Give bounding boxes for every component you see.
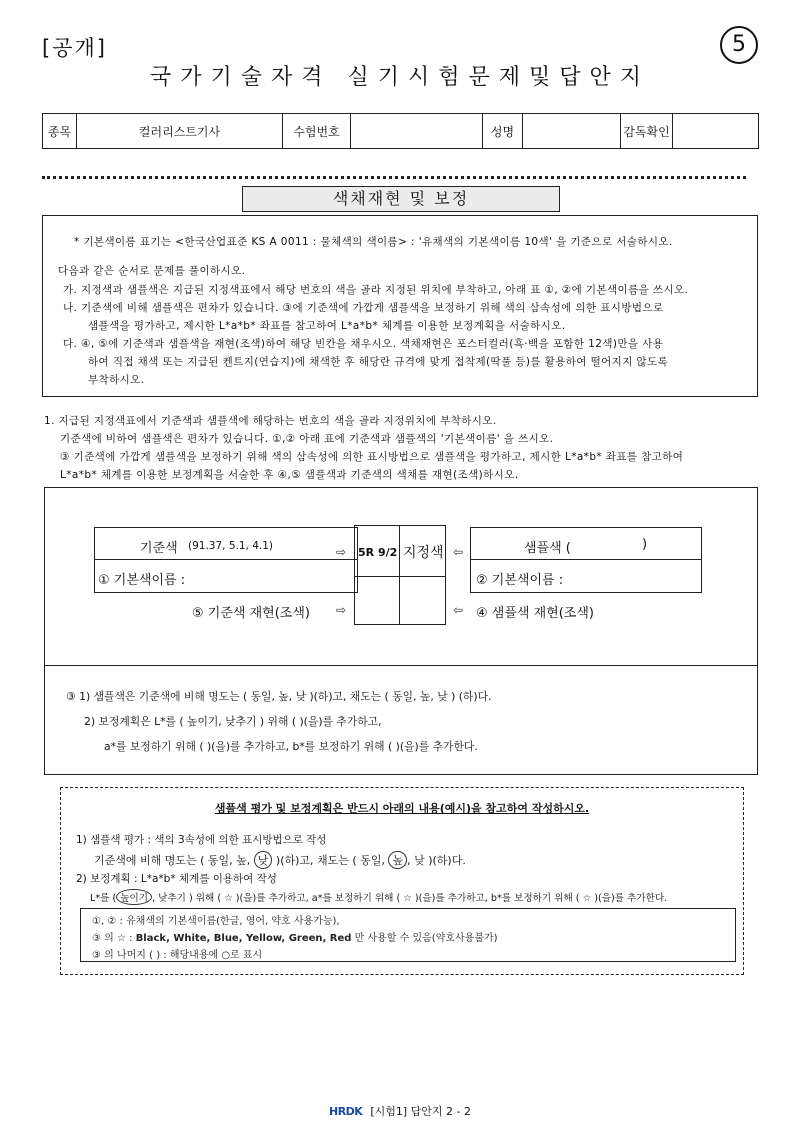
grid-horizontal-line	[354, 576, 446, 577]
exam-number-label: 수험번호	[283, 114, 351, 149]
arrow-left-icon: ⇦	[453, 603, 464, 617]
sample-box-divider	[470, 559, 702, 560]
instruction-item-b: 나. 기준색에 비해 샘플색은 편차가 있습니다. ③에 기준색에 가깝게 샘플색을 보정하기 위해 색의 삼속성에 의한 표시방법으로	[63, 302, 664, 314]
exam-info-table	[42, 113, 759, 149]
footer-text: [시험1] 답안지 2 - 2	[370, 1105, 471, 1118]
example-eval-heading: 1) 샘플색 평가 : 색의 3속성에 의한 표시방법으로 작성	[76, 834, 327, 846]
example-eval-post: , 낮 )(하)다.	[407, 854, 466, 867]
question-line-1: 1. 지급된 지정색표에서 기준색과 샘플색에 해당하는 번호의 색을 골라 지정위치에 부착하시오.	[44, 415, 497, 427]
basic-color-name-1: ① 기본색이름 :	[98, 573, 186, 588]
circled-high: 높	[388, 851, 407, 869]
circled-raise: 높이기	[116, 889, 152, 905]
arrow-right-icon: ⇨	[336, 603, 347, 617]
instruction-intro: 다음과 같은 순서로 문제를 풀이하시오.	[58, 265, 246, 277]
example-plan-pre: L*를 (	[90, 893, 117, 904]
exam-number-field[interactable]	[351, 114, 483, 149]
note-2	[92, 929, 498, 944]
example-plan-post: , 낮추기 ) 위해 ( ☆ )(을)를 추가하고, a*를 보정하기 위해 ( ☆ )(을)를 추가하고, b*를 보정하기 위해 ( ☆ )(을)를 추가한다.	[152, 893, 668, 904]
example-eval-mid: )(하)고, 채도는 ( 동일,	[272, 854, 389, 867]
question-line-3: ③ 기준색에 가깝게 샘플색을 보정하기 위해 색의 삼속성에 의한 표시방법으로 샘플색을 평가하고, 제시한 L*a*b* 좌표를 참고하여	[60, 451, 684, 463]
designated-color-grid[interactable]	[354, 525, 446, 625]
designated-color-code: 5R 9/2	[358, 546, 398, 559]
example-title: 샘플색 평가 및 보정계획은 반드시 아래의 내용(예시)을 참고하여 작성하시오.	[214, 802, 590, 815]
subject-value: 컬러리스트기사	[77, 114, 283, 149]
supervisor-label: 감독확인	[621, 114, 673, 149]
correction-plan-line-2: a*를 보정하기 위해 ( )(을)를 추가하고, b*를 보정하기 위해 ( )(을)를 추가한다.	[104, 740, 478, 753]
instruction-item-c-cont: 하여 직접 채색 또는 지급된 켄트지(연습지)에 채색한 후 해당란 규격에 맞게 접착제(딱풀 등)를 활용하여 떨어지지 않도록	[88, 356, 669, 368]
note-2-post: 만 사용할 수 있음(약호사용불가)	[351, 933, 498, 944]
sample-color-close: )	[642, 537, 648, 552]
example-plan-line	[90, 889, 667, 905]
dotted-separator	[42, 176, 746, 179]
standard-box-divider	[94, 559, 358, 560]
hrdk-logo: HRDK	[328, 1105, 363, 1118]
name-field[interactable]	[523, 114, 621, 149]
supervisor-field[interactable]	[673, 114, 759, 149]
standard-color-coords: (91.37, 5.1, 4.1)	[188, 540, 273, 552]
example-eval-pre: 기준색에 비해 명도는 ( 동일, 높,	[94, 854, 254, 867]
circled-low: 낮	[254, 851, 273, 869]
note-3: ③ 의 나머지 ( ) : 해당내용에 ○로 표시	[92, 950, 263, 961]
grid-vertical-line	[399, 525, 400, 625]
section-title: 색채재현 및 보정	[242, 186, 560, 212]
public-tag: [공개]	[42, 36, 107, 60]
document-title: 국가기술자격 실기시험문제및답안지	[149, 65, 651, 90]
standard-color-label: 기준색	[140, 541, 178, 556]
footer	[0, 1103, 800, 1119]
arrow-right-icon: ⇨	[336, 545, 347, 559]
instruction-item-b-cont: 샘플색을 평가하고, 제시한 L*a*b* 좌표를 참고하여 L*a*b* 체계를 이용한 보정계획을 서술하시오.	[88, 320, 566, 332]
basic-color-name-2: ② 기본색이름 :	[476, 573, 564, 588]
correction-plan-line-1: 2) 보정계획은 L*를 ( 높이기, 낮추기 ) 위해 ( )(을)를 추가하고,	[84, 715, 382, 728]
example-plan-heading: 2) 보정계획 : L*a*b* 체계를 이용하여 작성	[76, 873, 277, 885]
designated-color-label: 지정색	[403, 545, 444, 561]
instruction-item-c-cont2: 부착하시오.	[88, 374, 145, 386]
sample-color-label: 샘플색 (	[524, 541, 571, 556]
note-2-colors: Black, White, Blue, Yellow, Green, Red	[135, 933, 352, 944]
form-number-badge: 5	[720, 26, 758, 64]
answer-divider	[44, 665, 758, 666]
standard-reproduction-label: ⑤ 기준색 재현(조색)	[192, 606, 310, 621]
arrow-left-icon: ⇦	[453, 545, 464, 559]
note-1: ①, ② : 유채색의 기본색이름(한글, 영어, 약호 사용가능),	[92, 916, 340, 927]
question-line-4: L*a*b* 체계를 이용한 보정계획을 서술한 후 ④,⑤ 샘플색과 기준색의 색채를 재현(조색)하시오.	[60, 469, 519, 481]
instruction-note: * 기본색이름 표기는 <한국산업표준 KS A 0011 : 물체색의 색이름> : '유채색의 기본색이름 10색' 을 기준으로 서술하시오.	[74, 236, 673, 248]
subject-label: 종목	[43, 114, 77, 149]
note-2-pre: ③ 의 ☆ :	[92, 933, 136, 944]
name-label: 성명	[483, 114, 523, 149]
sample-reproduction-label: ④ 샘플색 재현(조색)	[476, 606, 594, 621]
evaluation-line: ③ 1) 샘플색은 기준색에 비해 명도는 ( 동일, 높, 낮 )(하)고, 채도는 ( 동일, 높, 낮 ) (하)다.	[66, 690, 492, 703]
instruction-item-a: 가. 지정색과 샘플색은 지급된 지정색표에서 해당 번호의 색을 골라 지정된 위치에 부착하고, 아래 표 ①, ②에 기본색이름을 쓰시오.	[63, 284, 689, 296]
question-line-2: 기준색에 비하여 샘플색은 편차가 있습니다. ①,② 아래 표에 기준색과 샘플색의 '기본색이름' 을 쓰시오.	[60, 433, 554, 445]
instruction-item-c: 다. ④, ⑤에 기준색과 샘플색을 재현(조색)하여 해당 빈칸을 채우시오. 색채재현은 포스터컬러(흑·백을 포함한 12색)만을 사용	[63, 338, 664, 350]
example-eval-line	[94, 851, 466, 869]
